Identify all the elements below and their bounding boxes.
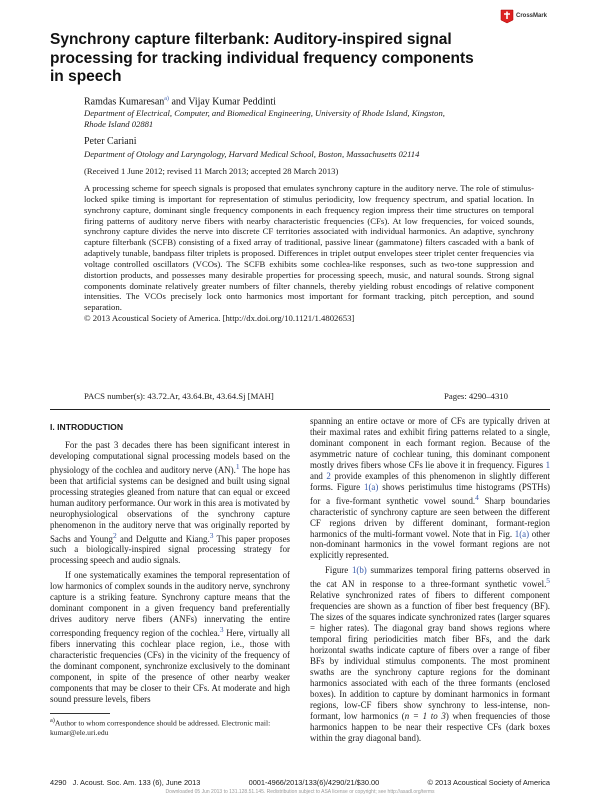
citation-link[interactable]: 3 [219,625,224,635]
journal-citation: J. Acoust. Soc. Am. 133 (6), June 2013 [72,778,201,787]
article-code: 0001-4966/2013/133(6)/4290/21/$30.00 [248,778,380,787]
section-heading: I. INTRODUCTION [50,422,124,432]
author-line-1 [84,96,276,107]
text: Here, virtually all fibers innervating this cochlear place region, i.e., those with characteristic frequencies (CFs) in the vicinity of the frequency of the dominant component, synchronize exclusively to the dominant component, in spite of the presence of other nearby weaker components that may be closer to their CFs. At moderate and high sound pressure levels, fibers [50,628,290,704]
intro-paragraph-2 [50,570,290,704]
text: Figure [325,565,352,576]
figure-link[interactable]: 1(a) [514,528,530,539]
text: Relative synchronized rates of fibers to different component frequencies are shown as a function of fiber best frequency (BF). The sizes of the squares indicate synchronized rates (larger squares = higher rates). The diagonal gray band shows regions where temporal firing periodicities match fiber BFs, and the dark horizontal swaths indicate capture of fibers over a range of fiber BFs by individual stimulus components. The most prominent swaths are the synchrony capture regions for the dominant harmonics associated with each of the three formants (enclosed boxes). In addition to capture by dominant harmonics in formant regions, low-CF fibers show synchrony to less-intense, non-formant, low harmonics ( [310,590,550,721]
author-names-rest: and Vijay Kumar Peddinti [168,96,276,108]
left-column [50,422,290,709]
copyright-doi[interactable]: © 2013 Acoustical Society of America. [http://dx.doi.org/10.1121/1.4802653] [84,313,355,324]
paper-title: Synchrony capture filterbank: Auditory-inspired signal processing for tracking individual frequency components in speech [50,31,474,85]
footnote-mark: a) [50,717,55,724]
citation-link[interactable]: 5 [546,576,550,586]
intro-paragraph-3 [310,416,550,561]
text: shows peristimulus time histograms (PSTHs) for a five-formant synthetic vowel sound. [310,481,550,506]
intro-paragraph-4 [310,565,550,743]
text: spanning an entire octave or more of CFs are typically driven at their maximal rates and exhibit firing patterns related to a single, dominant component in each formant region. Because of the asymmetric nature of cochlear tuning, this dominant component mostly drives fibers whose CFs lie above it in frequency. Figures [310,416,550,470]
text: Sharp boundaries characteristic of synchrony capture are seen between the different CF regions driven by different dominant, formant-region harmonics of the multi-formant vowel. Note that in Fig. [310,495,550,539]
text: other non-dominant harmonics in the vowel formant regions are not explicitly represented. [310,528,550,561]
crossmark-icon [500,8,514,24]
page-range: Pages: 4290–4310 [444,391,508,401]
text: ) when frequencies of those harmonics happen to be near their respective CFs (dark boxes within the gray diagonal band). [310,710,550,743]
page-number: 4290 [50,778,67,787]
text: If one systematically examines the temporal representation of low harmonics of complex sounds in the auditory nerve, synchrony capture is a striking feature. Synchrony capture means that the dominant component in a given frequency band preferentially drives auditory nerve fibers (ANFs) innervating the entire corresponding frequency region of the cochlea. [50,570,290,639]
figure-link[interactable]: 1(a) [364,481,379,492]
abstract-text: A processing scheme for speech signals is proposed that emulates synchrony capture in the auditory nerve. The role of stimulus-locked spike timing is important for representation of stimulus periodicity, low frequency spectrum, and spatial location. In synchrony capture, dominant single frequency components in each frequency region impress their time structures on temporal firing patterns of auditory nerve fibers with nearby characteristic frequencies (CFs). At low frequencies, for voiced sounds, synchrony capture divides the nerve into discrete CF territories associated with individual harmonics. An adaptive, synchrony capture filterbank (SCFB) consisting of a fixed array of traditional, passive linear (gammatone) filters cascaded with a bank of adaptively tunable, bandpass filter triplets is proposed. Differences in triplet output envelopes steer triplet center frequencies via voltage controlled oscillators (VCOs). The SCFB exhibits some cochlea-like responses, such as two-tone suppression and distortion products, and possesses many desirable properties for processing speech, music, and natural sounds. Strong signal components dominate relatively greater numbers of filter channels, thereby yielding robust encodings of relative component intensities. The VCOs precisely lock onto harmonics most important for formant tracking, pitch perception, and sound separation. [84,183,534,313]
crossmark-label: CrossMark [516,12,548,19]
citation-link[interactable]: 3 [209,530,214,540]
text: The hope has been that artificial systems can be designed and built using signal processing strategies gleaned from nature that can equal or exceed human auditory performance. Our work in this area is motivated by neurophysiological observations of the synchrony capture phenomenon in the auditory nerve that was originally reported by Sachs and Young [50,464,290,544]
affiliation-2: Department of Otology and Laryngology, Harvard Medical School, Boston, Massachusetts 02114 [84,149,420,159]
footer-left [50,778,200,787]
author-names: Ramdas Kumaresan [84,96,165,108]
math-expression: n = 1 to 3 [404,710,446,721]
pacs-row [84,391,508,401]
abstract [84,183,534,324]
text: provide examples of this phenomenon in slightly different forms. Figure [310,470,550,492]
figure-link[interactable]: 1 [545,459,550,470]
text: and Delgutte and Kiang. [116,533,210,544]
page-footer [50,778,550,787]
text: For the past 3 decades there has been significant interest in developing computational signal processing models based on the physiology of the cochlea and auditory nerve (AN). [50,439,290,475]
affiliation-1: Department of Electrical, Computer, and Biomedical Engineering, University of Rhode Island, Kingston, Rhode Island 02881 [84,108,445,129]
author-footnote-mark[interactable]: a) [164,96,169,102]
figure-link[interactable]: 2 [326,470,331,481]
intro-paragraph-1 [50,440,290,566]
author-line-2: Peter Cariani [84,136,137,147]
text: This paper proposes such a biologically-inspired signal processing strategy for processing speech and audio signals. [50,533,290,566]
citation-link[interactable]: 1 [235,461,240,471]
text: summarizes temporal firing patterns observed in the cat AN in response to a three-formant synthetic vowel. [310,565,551,590]
pacs-numbers: PACS number(s): 43.72.Ar, 43.64.Bt, 43.64.Sj [MAH] [84,391,274,401]
received-dates: (Received 1 June 2012; revised 11 March 2013; accepted 28 March 2013) [84,166,339,176]
footnote-divider [50,713,110,714]
footnote [50,716,290,738]
footer-copyright: © 2013 Acoustical Society of America [427,778,550,787]
citation-link[interactable]: 4 [475,492,479,502]
text: and [310,470,327,481]
download-notice: Downloaded 05 Jun 2013 to 131.128.51.145. Redistribution subject to ASA license or copyright; see http://asadl.org/terms [165,789,435,794]
figure-link[interactable]: 1(b) [351,565,367,576]
footnote-text: Author to whom correspondence should be addressed. Electronic mail: kumar@ele.uri.edu [50,718,271,738]
crossmark-badge[interactable] [500,8,547,24]
citation-link[interactable]: 2 [112,530,117,540]
right-column [310,416,550,748]
section-divider [50,409,550,410]
